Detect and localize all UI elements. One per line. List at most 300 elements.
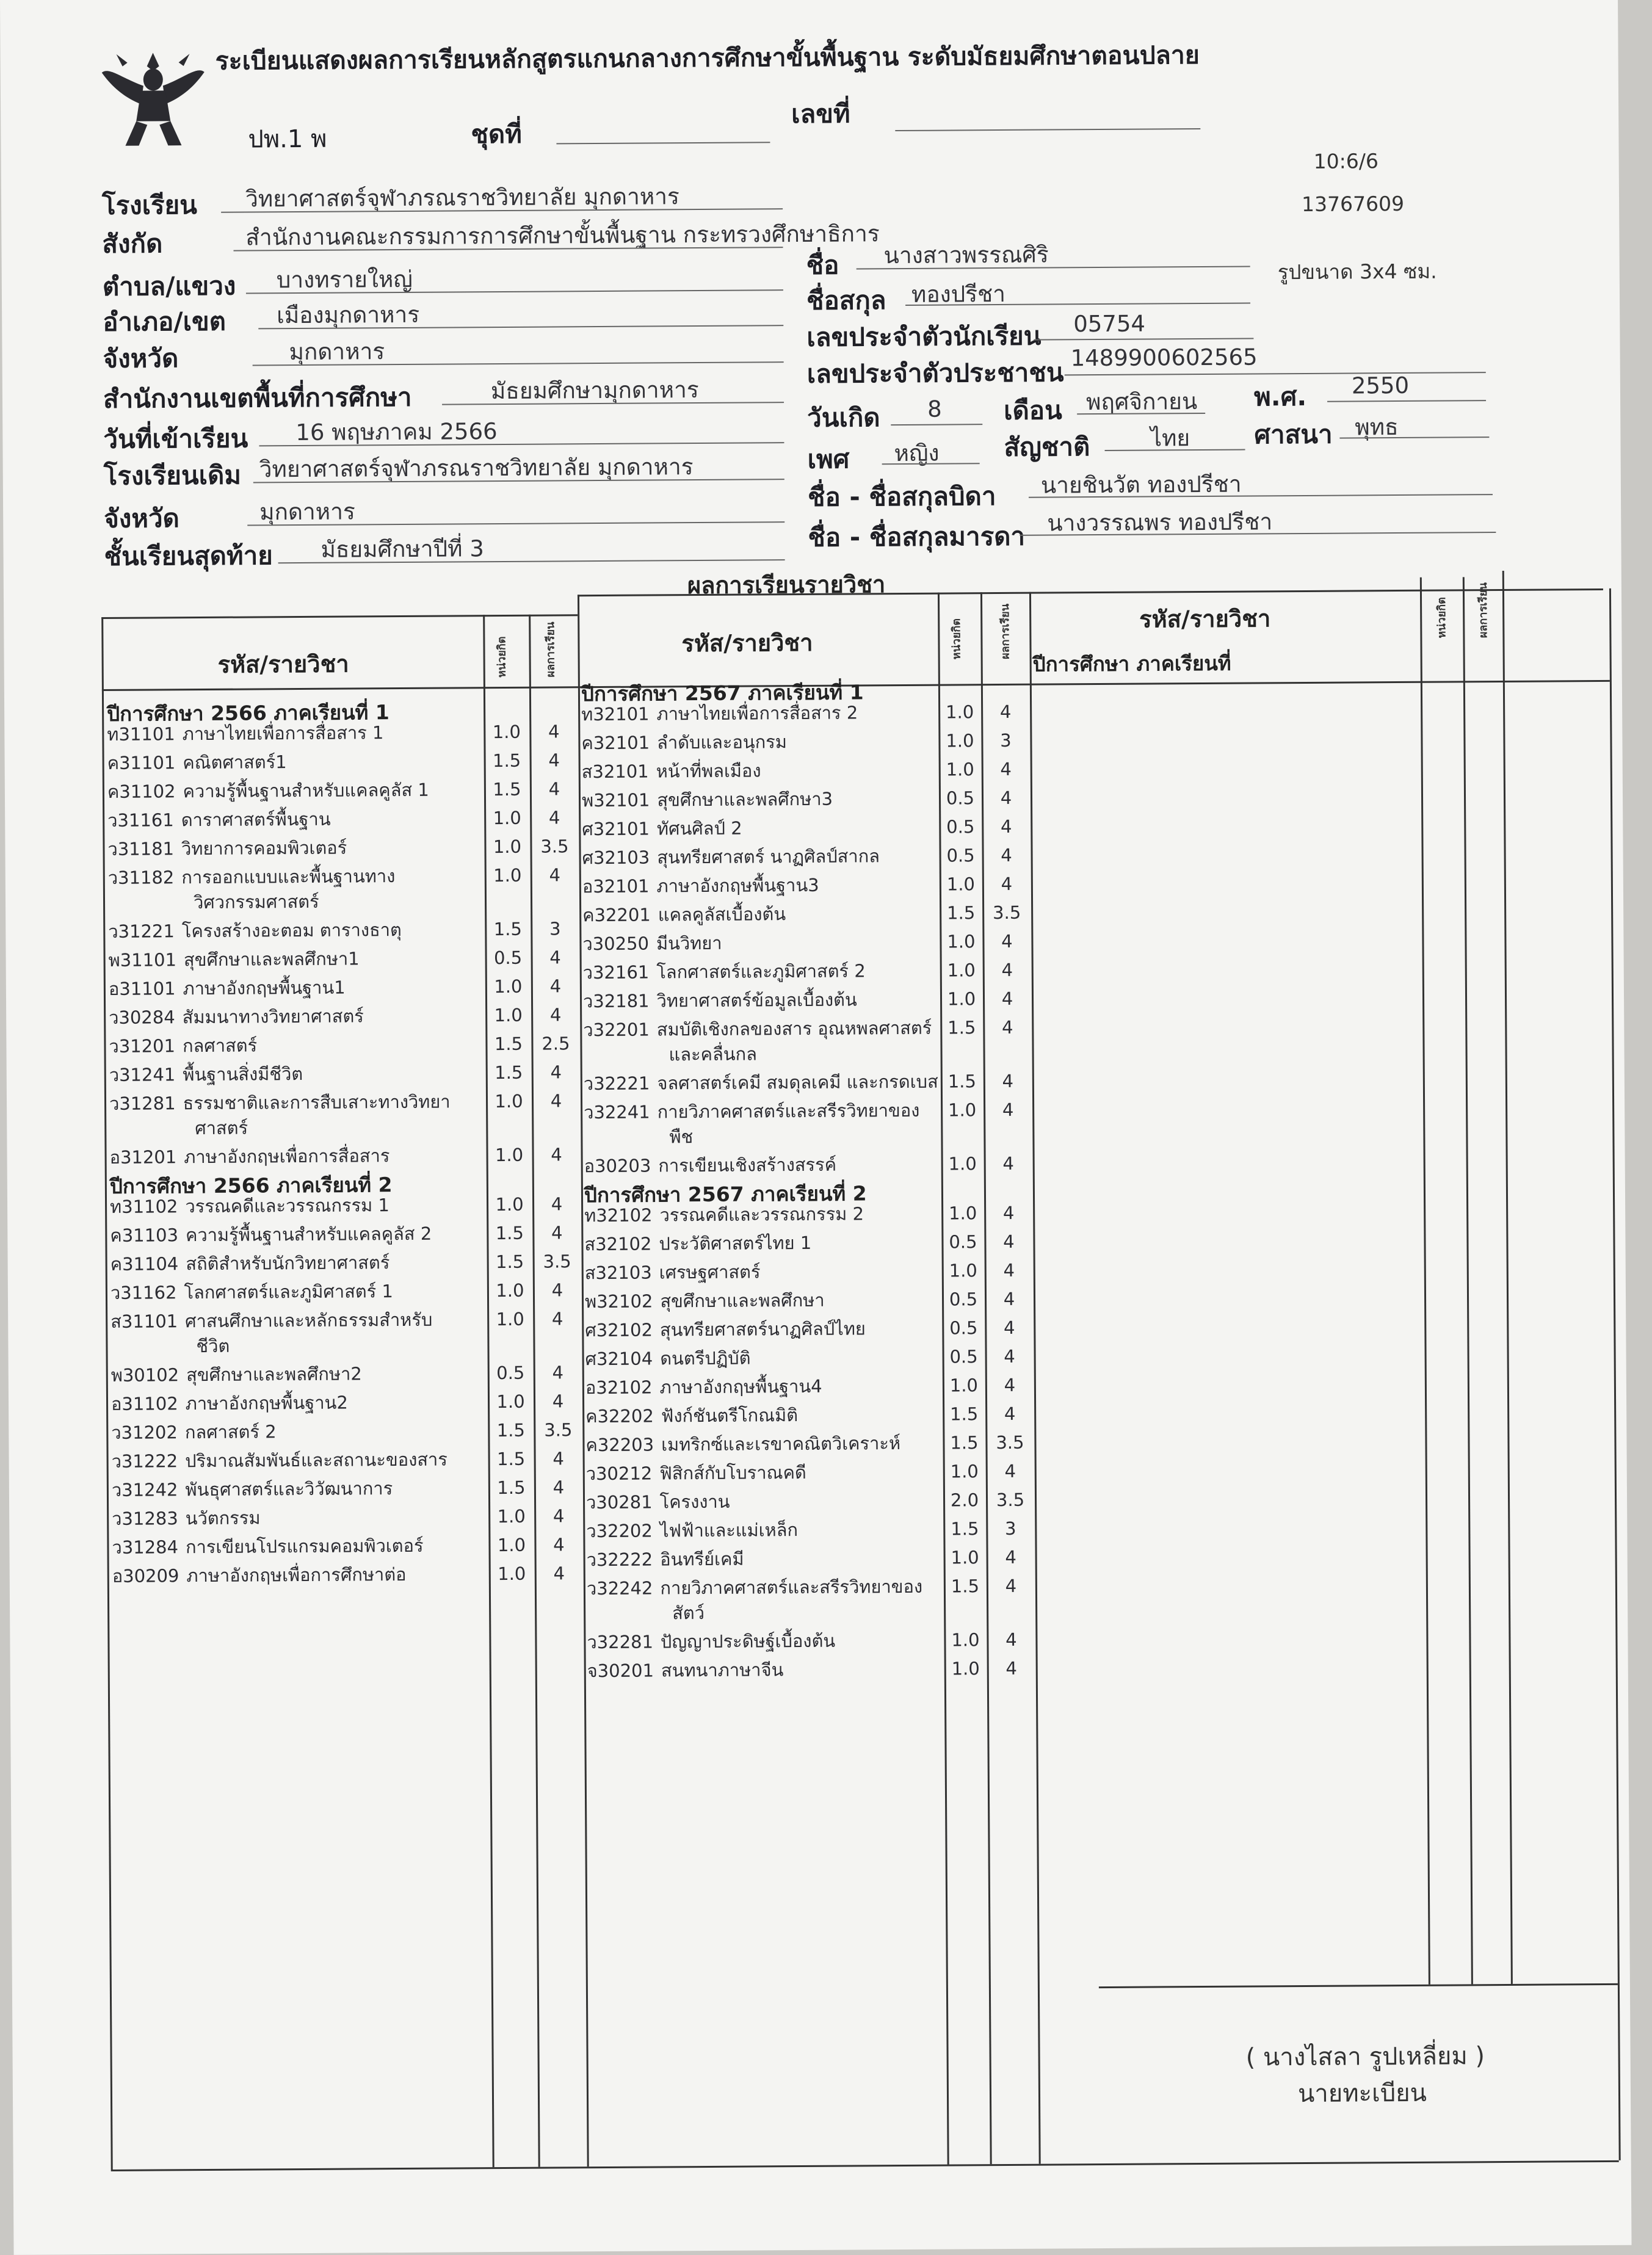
course-code: ค31104 (110, 1253, 179, 1275)
course-name: โครงสร้างอะตอม ตารางธาตุ (181, 919, 402, 942)
course-row (108, 945, 359, 974)
course-code: พ31101 (108, 949, 177, 971)
course-code: ค31103 (110, 1225, 179, 1246)
course-grade: 4 (551, 1308, 563, 1330)
course-code: ว32242 (586, 1577, 653, 1599)
course-credit: 1.5 (494, 1033, 523, 1055)
course-grade: 4 (548, 807, 560, 828)
course-name: ภาษาอังกฤษพื้นฐาน2 (185, 1392, 348, 1414)
course-code: ว32202 (586, 1520, 653, 1542)
course-credit: 1.0 (496, 1280, 524, 1301)
birth-month-value: พฤศจิกายน (1085, 388, 1198, 416)
course-code: อ30209 (112, 1565, 179, 1587)
course-name: กลศาสตร์ 2 (184, 1421, 277, 1443)
course-code: ว31182 (107, 867, 175, 888)
birth-day-value: 8 (927, 396, 942, 422)
garuda-emblem-icon (98, 48, 208, 152)
course-grade: 3 (1004, 1518, 1016, 1539)
course-grade: 4 (552, 1448, 564, 1469)
course-name: กายวิภาคศาสตร์และสรีรวิทยาของ (657, 1099, 920, 1123)
course-row (109, 1060, 303, 1088)
course-row (582, 842, 880, 871)
col-border (1463, 577, 1473, 1984)
course-grade: 4 (1003, 1288, 1015, 1309)
course-name: ปริมาณสัมพันธ์และสถานะของสาร (185, 1449, 447, 1472)
course-name: ศาสนศึกษาและหลักธรรมสำหรับ (185, 1309, 433, 1332)
course-row (586, 1546, 744, 1574)
col2-subject-header: รหัส/รายวิชา (681, 629, 813, 657)
course-grade: 4 (1003, 1231, 1015, 1252)
religion-value: พุทธ (1355, 414, 1399, 441)
course-grade: 4 (1002, 1153, 1014, 1175)
birth-year-line (1327, 400, 1486, 402)
course-name: พื้นฐานสิ่งมีชีวิต (183, 1063, 303, 1085)
info-value: บางทรายใหญ่ (276, 266, 413, 294)
info-label: จังหวัด (103, 343, 179, 374)
col3-semester-label: ปีการศึกษา ภาคเรียนที่ (1032, 651, 1231, 676)
course-grade: 4 (1000, 787, 1012, 809)
course-name: หน้าที่พลเมือง (656, 760, 761, 782)
semester-heading: ปีการศึกษา 2567 ภาคเรียนที่ 1 (581, 680, 864, 706)
surname-label: ชื่อสกุล (806, 285, 886, 316)
course-name-continued: ชีวิต (196, 1335, 230, 1357)
course-grade: 4 (551, 1144, 562, 1165)
course-code: ว30281 (585, 1491, 653, 1513)
course-credit: 1.0 (498, 1563, 526, 1585)
course-credit: 1.5 (493, 778, 521, 800)
course-code: ท32102 (584, 1204, 653, 1226)
course-row (583, 986, 857, 1015)
course-credit: 1.5 (495, 1222, 524, 1244)
course-credit: 1.0 (951, 1658, 980, 1679)
course-code: ส32102 (584, 1233, 652, 1255)
course-name: สุขศึกษาและพลศึกษา2 (186, 1363, 362, 1386)
course-credit: 1.5 (951, 1518, 979, 1540)
course-code: ท32101 (581, 703, 650, 725)
course-row (585, 1345, 750, 1373)
col2-grade-header: ผลการเรียน (999, 603, 1012, 660)
info-label: โรงเรียนเดิม (103, 460, 242, 491)
number-field (895, 128, 1200, 131)
course-credit: 1.5 (946, 902, 976, 924)
course-row (111, 1418, 277, 1446)
course-row (587, 1627, 835, 1656)
course-code: ค31102 (107, 781, 176, 802)
course-row (587, 1573, 923, 1602)
course-row (585, 1430, 900, 1458)
info-label: อำเภอ/เขต (103, 306, 226, 337)
course-grade: 4 (1001, 844, 1012, 866)
set-label: ชุดที่ (471, 118, 522, 150)
first-name-label: ชื่อ (806, 250, 839, 280)
father-label: ชื่อ - ชื่อสกุลบิดา (807, 481, 996, 512)
course-credit: 1.0 (950, 1461, 979, 1482)
course-credit: 2.0 (950, 1489, 979, 1511)
course-code: ว31161 (107, 809, 174, 831)
course-grade: 4 (1002, 1099, 1014, 1121)
course-code: ค32202 (585, 1405, 654, 1427)
course-grade: 4 (1002, 1070, 1014, 1092)
course-row (107, 748, 287, 776)
course-grade: 4 (551, 1222, 563, 1243)
course-grade: 4 (549, 864, 561, 886)
course-code: ว30212 (585, 1463, 653, 1485)
course-name-continued: ศาสตร์ (195, 1117, 248, 1139)
course-row (584, 1068, 938, 1098)
course-code: อ30203 (584, 1155, 651, 1177)
course-credit: 1.5 (495, 1251, 524, 1273)
course-code: ค32201 (582, 904, 651, 926)
course-grade: 3.5 (996, 1432, 1024, 1453)
course-code: ว30284 (109, 1007, 175, 1028)
course-credit: 1.5 (947, 1017, 976, 1038)
course-credit: 0.5 (949, 1231, 977, 1253)
course-code: ศ32103 (582, 847, 650, 869)
col3-credit-header: หน่วยกิต (1435, 597, 1449, 639)
course-name: กลศาสตร์ (182, 1035, 258, 1057)
ref-number-1: 10:6/6 (1313, 149, 1378, 173)
course-code: อ32102 (585, 1377, 653, 1399)
course-grade: 4 (1004, 1460, 1016, 1482)
course-name: ฟิสิกส์กับโบราณคดี (659, 1461, 806, 1484)
course-name: ความรู้พื้นฐานสำหรับแคลคูลัส 1 (183, 779, 429, 802)
religion-line (1339, 436, 1489, 438)
semester-heading: ปีการศึกษา 2566 ภาคเรียนที่ 2 (109, 1173, 393, 1198)
course-name: ธรรมชาติและการสืบเสาะทางวิทยา (183, 1091, 451, 1114)
student-id-value: 05754 (1073, 310, 1146, 338)
course-name: ดนตรีปฏิบัติ (660, 1347, 751, 1369)
course-grade: 2.5 (542, 1033, 570, 1054)
surname-value: ทองปรีชา (911, 280, 1006, 308)
course-name: สุขศึกษาและพลศึกษา3 (657, 788, 833, 811)
info-label: โรงเรียน (101, 190, 198, 220)
course-grade: 4 (549, 1004, 562, 1026)
col-border (1502, 571, 1513, 1984)
course-name: ภาษาอังกฤษเพื่อการสื่อสาร (184, 1145, 390, 1168)
col2-credit-header: หน่วยกิต (950, 618, 963, 660)
course-row (107, 776, 429, 805)
registrar-name: ( นางไสลา รูปเหลี่ยม ) (1245, 2042, 1485, 2072)
course-credit: 0.5 (949, 1346, 978, 1367)
course-row (110, 1249, 390, 1278)
course-row (584, 1097, 920, 1126)
course-credit: 0.5 (949, 1317, 978, 1339)
course-grade: 4 (551, 1280, 563, 1301)
birth-year-label: พ.ศ. (1253, 381, 1307, 412)
course-name: มีนวิทยา (656, 932, 722, 954)
citizen-id-line (1065, 372, 1486, 375)
course-credit: 1.5 (492, 750, 521, 772)
course-grade: 3.5 (996, 1489, 1025, 1511)
course-credit: 1.0 (494, 975, 523, 997)
course-row (583, 957, 866, 986)
course-credit: 1.0 (495, 1090, 523, 1112)
course-credit: 1.0 (493, 836, 522, 858)
course-row (581, 699, 858, 728)
course-name: สมบัติเชิงกลของสาร อุณหพลศาสตร์ (656, 1017, 932, 1040)
course-code: ว32201 (583, 1019, 650, 1041)
course-grade: 4 (1001, 959, 1013, 981)
course-credit: 1.0 (946, 874, 976, 895)
col1-subject-header: รหัส/รายวิชา (217, 650, 349, 678)
number-label: เลขที่ (791, 98, 850, 129)
course-credit: 1.0 (493, 807, 521, 829)
sex-value: หญิง (894, 440, 940, 467)
course-credit: 0.5 (946, 816, 975, 838)
table-bottom (111, 2160, 1619, 2171)
course-credit: 1.5 (496, 1448, 526, 1470)
course-grade: 4 (552, 1477, 565, 1498)
col-border (1420, 577, 1430, 1985)
course-name: ภาษาอังกฤษพื้นฐาน3 (656, 874, 819, 897)
course-code: อ31201 (109, 1146, 177, 1168)
course-name: ภาษาไทยเพื่อการสื่อสาร 1 (182, 722, 384, 745)
course-grade: 3.5 (992, 902, 1021, 924)
info-value: มุกดาหาร (289, 338, 385, 366)
course-row (109, 1032, 257, 1059)
course-name-continued: สัตว์ (672, 1602, 705, 1624)
course-row (112, 1532, 423, 1561)
course-credit: 1.0 (946, 730, 974, 751)
table-title: ผลการเรียนรายวิชา (687, 571, 886, 599)
course-credit: 1.0 (947, 1099, 977, 1121)
course-name: การออกแบบและพื้นฐานทาง (181, 866, 396, 888)
course-name-continued: และคลื่นกล (668, 1043, 758, 1065)
semester-heading: ปีการศึกษา 2567 ภาคเรียนที่ 2 (584, 1181, 867, 1207)
nationality-label: สัญชาติ (1004, 432, 1090, 462)
course-code: ว31222 (111, 1450, 178, 1472)
course-name: โลกศาสตร์และภูมิศาสตร์ 2 (656, 960, 866, 983)
course-name: การเขียนเชิงสร้างสรรค์ (658, 1154, 837, 1176)
course-credit: 0.5 (946, 787, 975, 809)
course-credit: 1.0 (493, 864, 522, 886)
course-name: สุขศึกษาและพลศึกษา1 (183, 948, 360, 971)
course-name: วรรณคดีและวรรณกรรม 1 (185, 1195, 390, 1217)
info-value: 16 พฤษภาคม 2566 (295, 418, 498, 446)
birth-year-value: 2550 (1351, 372, 1410, 399)
course-row (585, 1258, 761, 1286)
course-code: พ30102 (110, 1364, 179, 1386)
course-code: ศ32102 (585, 1319, 653, 1341)
course-credit: 0.5 (949, 1289, 978, 1310)
course-grade: 4 (1000, 758, 1012, 780)
course-row (109, 1088, 451, 1117)
course-name: วรรณคดีและวรรณกรรม 2 (659, 1203, 864, 1226)
course-name: ภาษาอังกฤษพื้นฐาน4 (659, 1375, 822, 1398)
course-name: คณิตศาสตร์1 (183, 751, 287, 773)
course-grade: 4 (1003, 1259, 1015, 1281)
course-credit: 1.0 (495, 1144, 524, 1166)
sex-label: เพศ (807, 444, 850, 474)
course-row (583, 1015, 932, 1043)
course-code: ท31102 (109, 1196, 178, 1217)
course-row (107, 806, 331, 834)
course-credit: 0.5 (496, 1362, 525, 1384)
course-name: สุนทรียศาสตร์ นาฏศิลป์สากล (657, 845, 880, 868)
course-name: สัมมนาทางวิทยาศาสตร์ (182, 1005, 364, 1028)
course-name: ปัญญาประดิษฐ์เบื้องต้น (660, 1630, 836, 1652)
course-row (586, 1459, 806, 1487)
course-grade: 4 (1001, 988, 1013, 1010)
info-value: สำนักงานคณะกรรมการการศึกษาขั้นพื้นฐาน กระทรวงศึกษาธิการ (245, 220, 880, 251)
course-code: อ32101 (582, 875, 650, 897)
course-grade: 4 (1004, 1403, 1016, 1424)
course-credit: 1.0 (497, 1505, 526, 1527)
course-code: ว32222 (586, 1549, 653, 1571)
course-grade: 4 (553, 1534, 565, 1555)
col1-grade-header: ผลการเรียน (544, 621, 557, 678)
course-row (109, 1142, 389, 1171)
course-grade: 4 (1002, 1202, 1015, 1224)
course-name: วิทยาการคอมพิวเตอร์ (181, 837, 347, 860)
course-code: ว31242 (111, 1479, 178, 1500)
course-code: ค31101 (107, 752, 176, 773)
course-grade: 4 (552, 1362, 564, 1383)
course-grade: 4 (552, 1505, 565, 1527)
course-credit: 1.0 (496, 1391, 525, 1413)
course-code: ว31162 (110, 1282, 177, 1303)
course-name-continued: พืช (669, 1126, 694, 1148)
col1-credit-header: หน่วยกิต (495, 636, 509, 678)
course-grade: 3 (1000, 729, 1012, 751)
info-label: สำนักงานเขตพื้นที่การศึกษา (103, 382, 412, 414)
course-grade: 4 (550, 1062, 562, 1083)
course-name: วิทยาศาสตร์ข้อมูลเบื้องต้น (656, 989, 857, 1012)
course-row (585, 1287, 825, 1315)
course-code: ว31283 (112, 1508, 178, 1529)
course-name: ภาษาอังกฤษเพื่อการศึกษาต่อ (186, 1563, 407, 1587)
course-row (587, 1656, 784, 1684)
info-value: เมืองมุกดาหาร (277, 301, 420, 329)
course-row (585, 1315, 866, 1344)
course-code: ว31202 (111, 1422, 178, 1443)
course-grade: 4 (1004, 1374, 1016, 1395)
course-name: สุขศึกษาและพลศึกษา (660, 1289, 825, 1312)
course-row (107, 719, 383, 748)
course-credit: 1.0 (945, 701, 974, 723)
signature-box-top (1099, 1983, 1618, 1988)
course-code: ค32203 (585, 1434, 654, 1456)
course-grade: 4 (550, 1090, 562, 1112)
course-grade: 4 (551, 1193, 563, 1215)
course-row (582, 757, 761, 785)
course-code: ว31201 (109, 1035, 176, 1057)
table-top-left (101, 614, 578, 619)
course-code: ว31284 (112, 1537, 179, 1558)
course-code: ว32161 (582, 961, 650, 983)
course-code: พ32102 (584, 1290, 653, 1312)
course-name: ภาษาอังกฤษพื้นฐาน1 (183, 977, 346, 999)
course-code: ว32181 (582, 990, 650, 1012)
course-code: ค32101 (581, 732, 650, 754)
course-name: ฟังก์ชันตรีโกณมิติ (661, 1405, 799, 1427)
course-row (109, 1002, 364, 1031)
course-code: อ31101 (108, 978, 176, 999)
course-credit: 1.0 (949, 1375, 979, 1396)
course-row (582, 815, 742, 843)
course-row (112, 1475, 393, 1504)
course-grade: 3.5 (543, 1251, 571, 1272)
course-credit: 1.5 (950, 1403, 979, 1425)
course-credit: 0.5 (946, 845, 975, 866)
mother-label: ชื่อ - ชื่อสกุลมารดา (808, 521, 1026, 552)
birth-day-line (891, 424, 982, 425)
citizen-id-value: 1489900602565 (1070, 344, 1258, 372)
info-label: ชั้นเรียนสุดท้าย (104, 540, 273, 571)
course-credit: 1.0 (949, 1260, 977, 1281)
course-name: ประวัติศาสตร์ไทย 1 (659, 1232, 812, 1254)
course-name: เมทริกซ์และเรขาคณิตวิเคราะห์ (661, 1433, 901, 1455)
course-credit: 1.5 (495, 1062, 523, 1084)
course-code: จ30201 (587, 1660, 654, 1682)
course-code: ส32101 (581, 761, 649, 783)
course-grade: 4 (548, 778, 560, 800)
set-field (556, 142, 770, 144)
mother-value: นางวรรณพร ทองปรีชา (1047, 509, 1273, 537)
course-name: ลำดับและอนุกรม (657, 731, 788, 753)
course-row (582, 930, 722, 957)
birth-month-label: เดือน (1003, 395, 1062, 425)
course-code: อ31102 (110, 1393, 178, 1414)
course-code: พ32101 (581, 789, 650, 811)
course-credit: 1.0 (946, 759, 974, 780)
course-grade: 3.5 (540, 836, 569, 857)
course-credit: 1.0 (496, 1308, 524, 1330)
course-row (108, 863, 396, 891)
course-code: ว30250 (582, 933, 650, 955)
course-name: สถิติสำหรับนักวิทยาศาสตร์ (186, 1252, 390, 1275)
course-credit: 1.5 (496, 1419, 525, 1441)
course-grade: 4 (552, 1391, 564, 1412)
course-credit: 1.0 (947, 988, 976, 1010)
course-code: ว32221 (583, 1073, 650, 1095)
course-grade: 4 (1001, 1016, 1013, 1038)
course-row (586, 1516, 798, 1544)
info-value: มัธยมศึกษาปีที่ 3 (321, 535, 484, 563)
course-name: ความรู้พื้นฐานสำหรับแคลคูลัส 2 (185, 1223, 432, 1246)
course-credit: 1.5 (951, 1576, 980, 1597)
course-grade: 4 (1001, 873, 1013, 895)
course-credit: 1.0 (494, 1004, 523, 1026)
course-grade: 4 (1005, 1629, 1017, 1650)
course-name: โลกศาสตร์และภูมิศาสตร์ 1 (184, 1281, 394, 1303)
course-credit: 1.5 (950, 1432, 979, 1453)
course-credit: 1.0 (951, 1629, 980, 1651)
course-credit: 1.0 (495, 1193, 524, 1215)
course-name: โครงงาน (659, 1491, 730, 1513)
course-name: สนทนาภาษาจีน (661, 1659, 784, 1681)
course-grade: 4 (553, 1563, 565, 1584)
course-name: อินทรีย์เคมี (660, 1548, 744, 1570)
course-name: สุนทรียศาสตร์นาฏศิลป์ไทย (659, 1318, 866, 1341)
info-value: วิทยาศาสตร์จุฬาภรณราชวิทยาลัย มุกดาหาร (245, 183, 679, 212)
course-credit: 1.0 (492, 721, 521, 743)
course-grade: 4 (548, 750, 560, 771)
course-code: ว31281 (109, 1093, 176, 1114)
course-row (107, 834, 347, 863)
nationality-value: ไทย (1150, 425, 1190, 452)
course-row (584, 1229, 811, 1258)
course-grade: 4 (1005, 1657, 1018, 1679)
course-name: นวัตกรรม (185, 1507, 261, 1529)
info-label: วันที่เข้าเรียน (103, 423, 248, 454)
course-code: ท31101 (107, 723, 175, 745)
course-row (582, 872, 819, 900)
col3-subject-header: รหัส/รายวิชา (1139, 605, 1271, 633)
course-credit: 1.0 (947, 960, 976, 981)
course-name: ภาษาไทยเพื่อการสื่อสาร 2 (656, 702, 858, 725)
course-row (581, 728, 787, 756)
